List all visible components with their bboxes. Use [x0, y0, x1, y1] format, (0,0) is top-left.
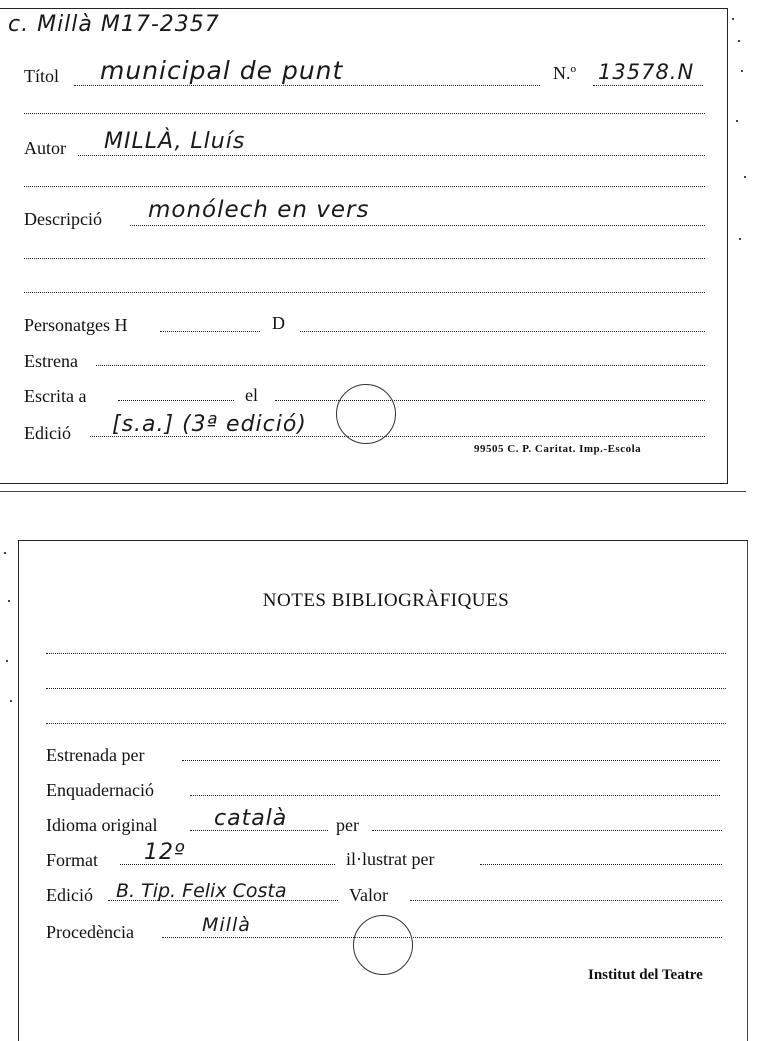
per-line	[372, 830, 722, 831]
top-note: c. Millà M17-2357	[8, 12, 220, 37]
enquadernacio-label: Enquadernació	[46, 780, 154, 800]
punch-hole	[353, 915, 413, 975]
per-label: per	[336, 815, 359, 835]
edicio-back-value: B. Tip. Felix Costa	[116, 880, 287, 902]
idioma-value: català	[214, 806, 288, 831]
card-separator	[0, 491, 746, 492]
valor-line	[410, 900, 722, 901]
procedencia-value: Millà	[202, 914, 251, 936]
estrena-line	[96, 365, 705, 366]
valor-label: Valor	[349, 885, 388, 905]
estrenada-line	[182, 760, 720, 761]
blank-line	[24, 258, 705, 259]
procedencia-line	[162, 937, 722, 938]
blank-line	[46, 688, 726, 689]
personatges-h-line	[160, 331, 260, 332]
idioma-label: Idioma original	[46, 815, 158, 835]
autor-value: MILLÀ, Lluís	[104, 129, 246, 154]
titol-label: Títol	[24, 66, 59, 86]
autor-line	[78, 155, 705, 156]
descripcio-line	[130, 225, 705, 226]
escrita-line	[118, 400, 234, 401]
personatges-d-line	[300, 331, 705, 332]
descripcio-value: monólech en vers	[148, 197, 370, 223]
titol-value: municipal de punt	[100, 56, 344, 85]
format-value: 12º	[144, 840, 186, 865]
titol-line	[74, 85, 540, 86]
numero-value: 13578.N	[598, 60, 695, 84]
blank-line	[24, 186, 705, 187]
el-label: el	[245, 385, 258, 405]
illustrat-label: il·lustrat per	[346, 849, 435, 869]
illustrat-line	[480, 864, 722, 865]
edicio-label: Edició	[24, 423, 71, 443]
notes-heading: NOTES BIBLIOGRÀFIQUES	[262, 590, 510, 611]
edicio-value: [s.a.] (3ª edició)	[112, 412, 307, 437]
estrenada-label: Estrenada per	[46, 745, 145, 765]
descripcio-label: Descripció	[24, 209, 102, 229]
personatges-d-label: D	[272, 313, 285, 333]
edicio-back-label: Edició	[46, 885, 93, 905]
personatges-label: Personatges H	[24, 315, 128, 335]
printer-note: 99505 C. P. Caritat. Imp.-Escola	[474, 443, 642, 455]
blank-line	[46, 723, 726, 724]
numero-label: N.º	[553, 63, 577, 83]
escrita-label: Escrita a	[24, 386, 87, 406]
estrena-label: Estrena	[24, 351, 78, 371]
format-label: Format	[46, 850, 98, 870]
blank-line	[24, 292, 705, 293]
autor-label: Autor	[24, 138, 66, 158]
numero-line	[593, 85, 703, 86]
blank-line	[46, 653, 726, 654]
institution-name: Institut del Teatre	[588, 967, 703, 983]
enquadernacio-line	[190, 795, 720, 796]
blank-line	[24, 113, 705, 114]
punch-hole	[336, 384, 396, 444]
procedencia-label: Procedència	[46, 922, 134, 942]
